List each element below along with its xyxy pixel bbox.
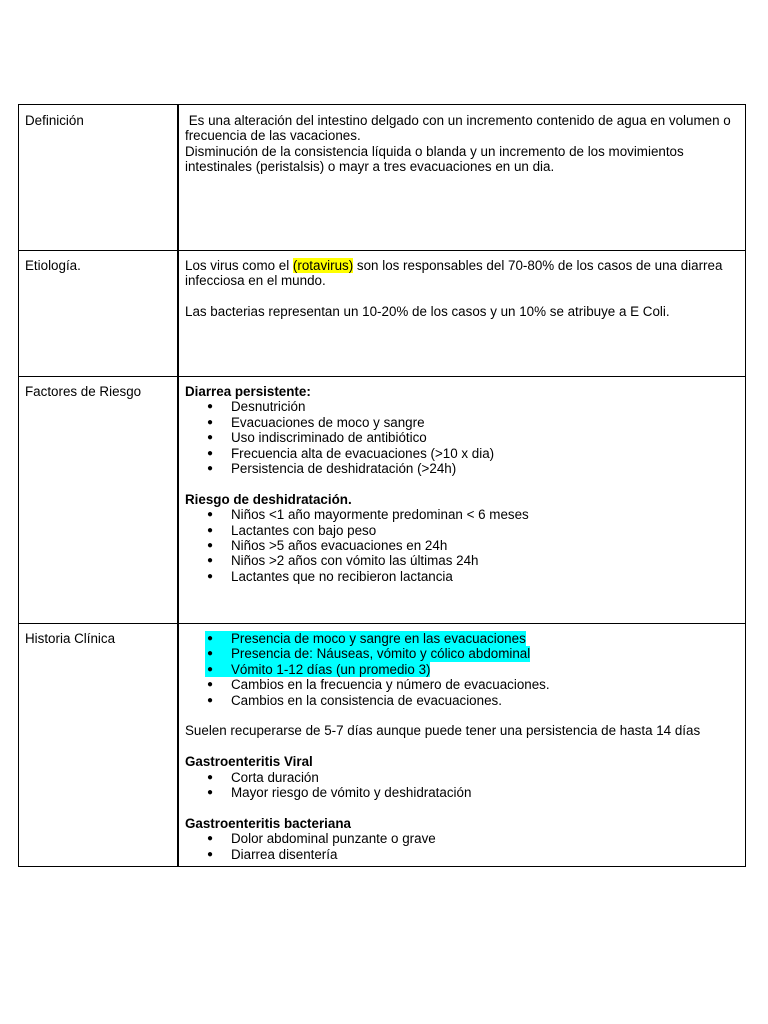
row-content	[181, 250, 745, 376]
row-label	[19, 250, 179, 376]
list-item: ● Diarrea disentería	[185, 847, 735, 862]
content-table	[18, 104, 746, 867]
list-item: ● Lactantes que no recibieron lactancia	[185, 569, 735, 584]
row-label	[19, 105, 179, 250]
table-row-definicion	[19, 105, 745, 251]
list-item: ● Cambios en la frecuencia y número de evacuaciones.	[185, 677, 735, 692]
list-item: ● Uso indiscriminado de antibiótico	[185, 430, 735, 445]
bullet-list	[185, 770, 735, 801]
etiology-paragraph-1	[185, 258, 735, 289]
rotavirus-highlight: (rotavirus)	[292, 258, 354, 273]
list-item: ● Lactantes con bajo peso	[185, 523, 735, 538]
list-item: ● Corta duración	[185, 770, 735, 785]
section-heading: Gastroenteritis Viral	[185, 754, 313, 770]
list-item: ● Cambios en la consistencia de evacuaciones.	[185, 693, 735, 708]
list-item: ● Niños <1 año mayormente predominan < 6 meses	[185, 507, 735, 522]
etiology-text-after: son los responsables del 70-80% de los casos de una diarrea infecciosa en el mundo.	[185, 258, 727, 289]
list-item: ● Persistencia de deshidratación (>24h)	[185, 461, 735, 476]
table-row-factores-riesgo	[19, 376, 745, 624]
highlighted-list-item: ● Vómito 1-12 días (un promedio 3)	[185, 662, 430, 677]
definition-paragraph-1: Es una alteración del intestino delgado con un incremento contenido de agua en volumen o frecuencia de las vacaciones.	[185, 113, 735, 144]
highlighted-list-item: ● Presencia de: Náuseas, vómito y cólico abdominal	[185, 646, 530, 661]
row-label-text: Definición	[25, 113, 84, 128]
section-heading: Riesgo de deshidratación.	[185, 491, 352, 507]
bullet-list	[185, 399, 735, 476]
row-label	[19, 623, 179, 866]
row-label-text: Etiología.	[25, 258, 81, 273]
list-item: ● Niños >2 años con vómito las últimas 24h	[185, 553, 735, 568]
list-item: ● Evacuaciones de moco y sangre	[185, 415, 735, 430]
etiology-text-before: Los virus como el	[185, 258, 293, 273]
bullet-list	[185, 831, 735, 862]
list-item: ● Niños >5 años evacuaciones en 24h	[185, 538, 735, 553]
table-row-historia-clinica	[19, 623, 745, 866]
row-label-text: Factores de Riesgo	[25, 384, 142, 399]
row-label	[19, 376, 179, 623]
row-content	[181, 376, 745, 623]
section-heading: Diarrea persistente:	[185, 384, 311, 399]
highlighted-list-item: ● Presencia de moco y sangre en las evacuaciones	[185, 631, 526, 646]
table-row-etiologia	[19, 250, 745, 377]
list-item: ● Frecuencia alta de evacuaciones (>10 x dia)	[185, 446, 735, 461]
definition-paragraph-2: Disminución de la consistencia líquida o blanda y un incremento de los movimientos intestinales (peristalsis) o mayr a tres evacuaciones en un dia.	[185, 143, 684, 175]
highlighted-bullet-list	[185, 631, 735, 708]
row-content	[181, 105, 745, 250]
list-item: ● Mayor riesgo de vómito y deshidratación	[185, 785, 735, 800]
bullet-list	[185, 507, 735, 584]
row-label-text: Historia Clínica	[25, 631, 116, 646]
row-content	[181, 623, 745, 866]
recovery-paragraph: Suelen recuperarse de 5-7 días aunque puede tener una persistencia de hasta 14 días	[185, 723, 701, 739]
list-item: ● Dolor abdominal punzante o grave	[185, 831, 735, 846]
section-heading: Gastroenteritis bacteriana	[185, 815, 351, 831]
list-item: ● Desnutrición	[185, 399, 735, 414]
etiology-paragraph-2: Las bacterias representan un 10-20% de los casos y un 10% se atribuye a E Coli.	[185, 304, 670, 320]
